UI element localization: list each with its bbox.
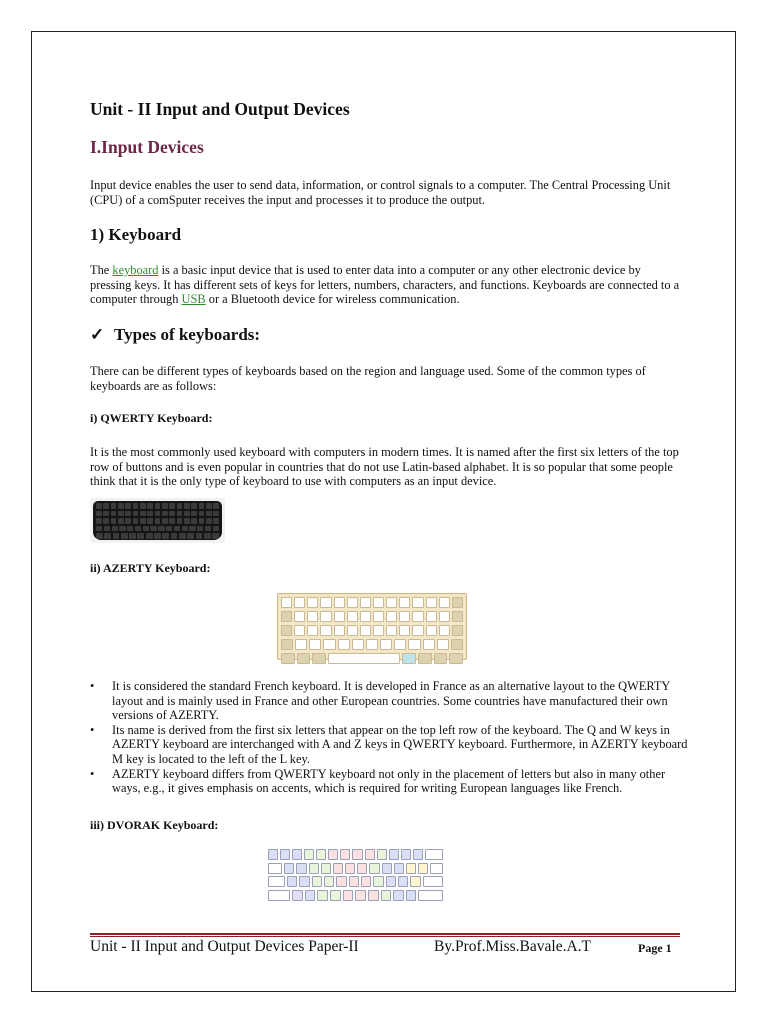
qwerty-heading: i) QWERTY Keyboard: [90,411,213,425]
azerty-heading: ii) AZERTY Keyboard: [90,561,211,575]
azerty-keyboard-image [277,593,467,660]
keyboard-text-1: The [90,263,113,277]
unit-heading: Unit - II Input and Output Devices [90,99,350,119]
dvorak-heading: iii) DVORAK Keyboard: [90,818,219,832]
input-devices-heading: I.Input Devices [90,137,204,157]
footer-rule-thin [90,936,680,937]
keyboard-paragraph [90,263,680,307]
footer-title: Unit - II Input and Output Devices Paper-II [90,938,359,955]
keyboard-link[interactable]: keyboard [112,263,159,277]
list-item [90,767,690,796]
qwerty-paragraph: It is the most commonly used keyboard with computers in modern times. It is named after the first six letters of the top row of buttons and is even popular in countries that do not use Latin-based alphabet. It is so popular that some people think that it is the only type of keyboard to use with computers as an input device. [90,445,679,489]
dvorak-keyboard-image [268,849,443,899]
bullet-text: It is considered the standard French keyboard. It is developed in France as an alternative layout to the QWERTY layout and is mainly used in France and other European countries. Some countries have manufactured their own versions of AZERTY. [112,679,670,723]
types-intro: There can be different types of keyboards based on the region and language used. Some of the common types of keyboards are as follows: [90,364,646,393]
list-item [90,723,690,767]
footer-author: By.Prof.Miss.Bavale.A.T [434,938,591,955]
usb-link[interactable]: USB [181,292,206,307]
keyboard-heading: 1) Keyboard [90,225,182,244]
bullet-icon: • [90,766,95,781]
types-heading [90,325,260,345]
keyboard-text-3: or a Bluetooth device for wireless communication. [205,292,460,307]
keyboard-text-2: is a basic input device that is used to enter data into a computer or any other electronic device by pressing keys. It has different sets of keys for letters, numbers, characters, and functions. Keyboards are connected to a computer through [90,263,680,307]
bullet-text: Its name is derived from the first six letters that appear on the top left row of the keyboard. The Q and W keys in AZERTY keyboard are interchanged with A and Z keys in QWERTY keyboard. Furthermore, in AZERTY keyboard M key is located to the left of the L key. [112,722,688,766]
footer-rule [90,933,680,935]
page-footer [90,938,680,960]
qwerty-keyboard-image [90,498,225,543]
bullet-icon: • [90,722,95,737]
checkmark-icon: ✓ [90,325,105,344]
page-number: Page 1 [638,941,672,955]
intro-paragraph: Input device enables the user to send data, information, or control signals to a computer. The Central Processing Unit (CPU) of a comSputer receives the input and processes it to produce the output. [90,178,671,207]
types-heading-text: Types of keyboards: [114,325,261,344]
azerty-bullet-list [90,679,690,796]
bullet-icon: • [90,679,95,693]
bullet-text: AZERTY keyboard differs from QWERTY keyboard not only in the placement of letters but also in many other ways, e.g., it gives emphasis on accents, which is required for writing European languages like French. [112,766,666,796]
list-item [90,679,690,723]
